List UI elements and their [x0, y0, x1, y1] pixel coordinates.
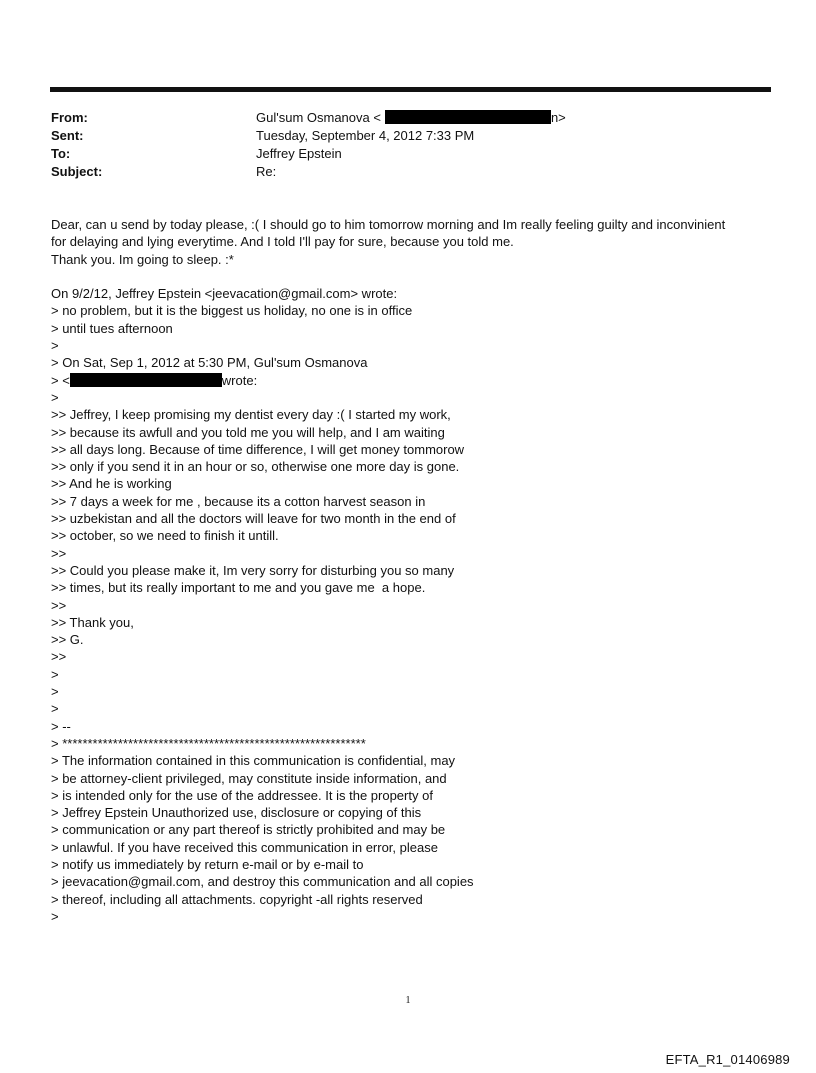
body-line: >> uzbekistan and all the doctors will leave for two month in the end of: [51, 511, 456, 527]
sent-value: Tuesday, September 4, 2012 7:33 PM: [256, 128, 475, 143]
redaction-box: [70, 373, 222, 387]
redacted-prefix: > <: [51, 372, 70, 388]
body-line: > communication or any part thereof is strictly prohibited and may be: [51, 822, 446, 838]
body-line: >>: [51, 597, 67, 613]
body-line: >> all days long. Because of time difference, I will get money tommorow: [51, 441, 465, 457]
body-line: >: [51, 908, 59, 924]
body-line: >> Jeffrey, I keep promising my dentist every day :( I started my work,: [51, 407, 451, 423]
body-line: > unlawful. If you have received this communication in error, please: [51, 839, 438, 855]
sent-row: [51, 127, 771, 145]
body-line: > Jeffrey Epstein Unauthorized use, disclosure or copying of this: [51, 805, 422, 821]
to-label: To:: [51, 146, 71, 161]
body-line: >> Thank you,: [51, 614, 134, 630]
to-value: Jeffrey Epstein: [256, 146, 342, 161]
from-value: [256, 109, 771, 127]
body-line: for delaying and lying everytime. And I told I'll pay for sure, because you told me.: [51, 234, 514, 250]
body-lines-top: [51, 216, 771, 372]
body-line: Thank you. Im going to sleep. :*: [51, 251, 234, 267]
email-header: [51, 109, 771, 181]
page-number: 1: [405, 995, 411, 1006]
body-line: On 9/2/12, Jeffrey Epstein <jeevacation@gmail.com> wrote:: [51, 286, 398, 302]
body-line: > thereof, including all attachments. copyright -all rights reserved: [51, 891, 423, 907]
redacted-suffix: wrote:: [221, 372, 258, 388]
from-tail: n>: [550, 110, 566, 125]
subject-value: Re:: [256, 164, 277, 179]
body-line: >>: [51, 545, 67, 561]
body-line: > The information contained in this communication is confidential, may: [51, 753, 456, 769]
body-line: > notify us immediately by return e-mail or by e-mail to: [51, 856, 364, 872]
subject-row: [51, 163, 771, 181]
body-line: >: [51, 389, 59, 405]
header-rule: [50, 87, 771, 92]
body-line: > is intended only for the use of the addressee. It is the property of: [51, 787, 433, 803]
to-row: [51, 145, 771, 163]
body-line: >>: [51, 649, 67, 665]
body-line: > no problem, but it is the biggest us holiday, no one is in office: [51, 303, 413, 319]
body-line: >> october, so we need to finish it untill.: [51, 528, 279, 544]
body-line: >> times, but its really important to me and you gave me a hope.: [51, 580, 426, 596]
body-lines-bottom: [51, 389, 771, 925]
body-line: >> And he is working: [51, 476, 172, 492]
body-line: > ************************************************************: [51, 735, 366, 751]
body-line: Dear, can u send by today please, :( I should go to him tomorrow morning and Im really feeling guilty and inconvinient: [51, 217, 726, 232]
redaction-box: [385, 110, 551, 124]
body-line: >> because its awfull and you told me you will help, and I am waiting: [51, 424, 445, 440]
body-line: >: [51, 666, 59, 682]
document-id: EFTA_R1_01406989: [665, 1052, 790, 1067]
body-line: > jeevacation@gmail.com, and destroy this communication and all copies: [51, 874, 474, 890]
body-line: > until tues afternoon: [51, 320, 173, 336]
body-line: > be attorney-client privileged, may constitute inside information, and: [51, 770, 447, 786]
sent-label: Sent:: [51, 128, 84, 143]
redacted-address-line: [51, 372, 771, 389]
body-line: >> only if you send it in an hour or so, otherwise one more day is gone.: [51, 459, 460, 475]
body-line: >> 7 days a week for me , because its a cotton harvest season in: [51, 493, 426, 509]
body-line: > On Sat, Sep 1, 2012 at 5:30 PM, Gul'sum Osmanova: [51, 355, 368, 371]
from-name: Gul'sum Osmanova <: [256, 110, 381, 125]
body-line: >> Could you please make it, Im very sorry for disturbing you so many: [51, 562, 455, 578]
body-line: [51, 268, 771, 285]
body-line: >> G.: [51, 632, 84, 648]
from-row: [51, 109, 771, 127]
body-line: > --: [51, 718, 71, 734]
body-line: >: [51, 684, 59, 700]
email-body: [51, 216, 771, 925]
body-line: >: [51, 338, 59, 354]
subject-label: Subject:: [51, 164, 103, 179]
from-label: From:: [51, 110, 88, 125]
body-line: >: [51, 701, 59, 717]
